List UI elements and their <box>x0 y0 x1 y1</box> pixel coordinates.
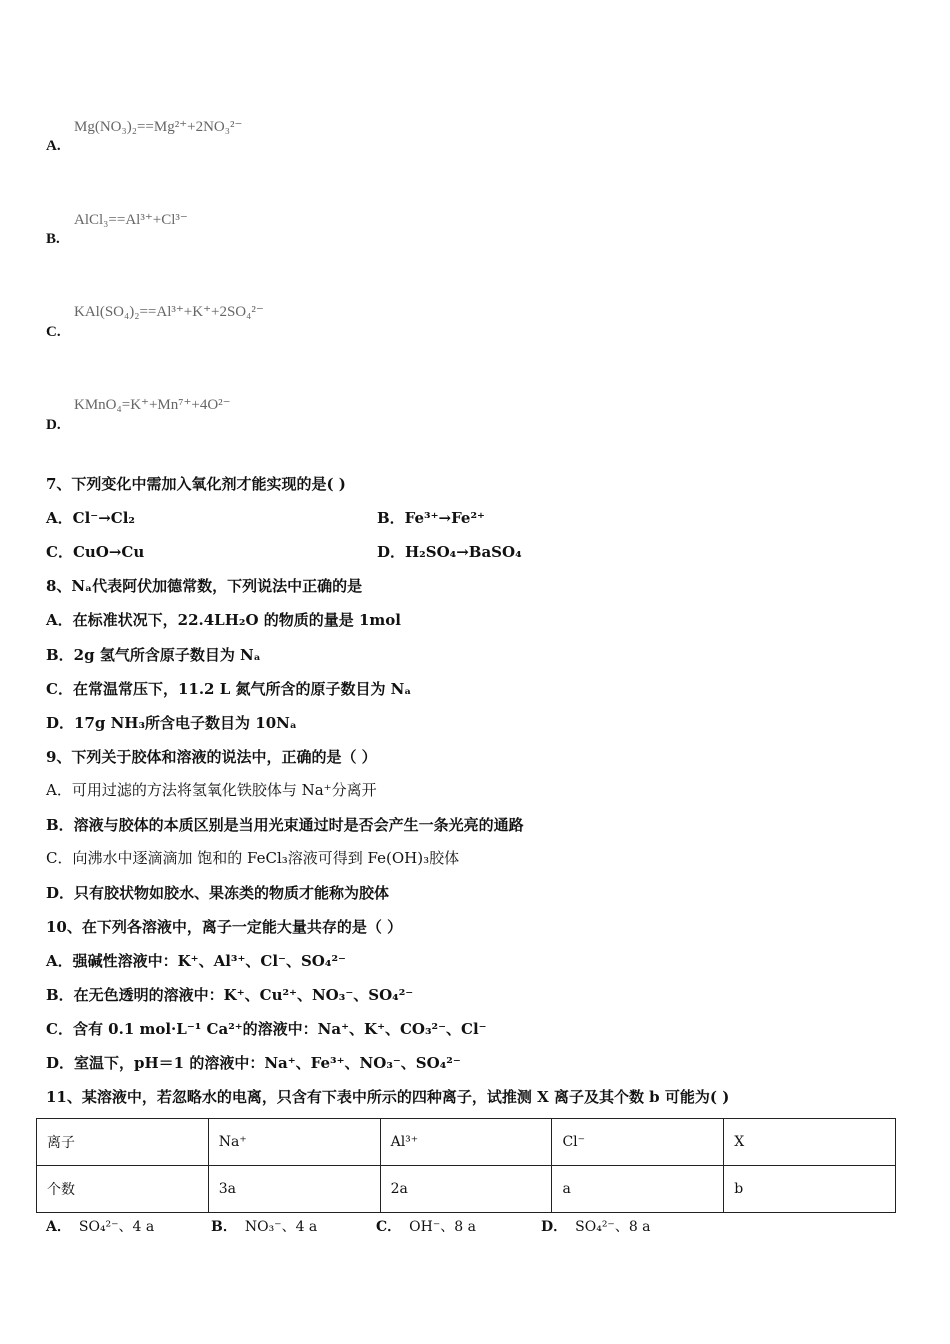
q8-stem: 8、Nₐ代表阿伏加德常数，下列说法中正确的是 <box>46 577 363 595</box>
table-row <box>37 1119 896 1166</box>
q7-option-b: B．Fe³⁺→Fe²⁺ <box>377 509 485 527</box>
q6-option-d-equation: KMnO₄=K⁺+Mn⁷⁺+4O²⁻ <box>74 397 231 413</box>
q11-option-a-label: A． <box>46 1219 71 1235</box>
table-row <box>37 1166 896 1213</box>
ion-table <box>36 1118 896 1213</box>
q10-option-d: D．室温下，pH＝1 的溶液中：Na⁺、Fe³⁺、NO₃⁻、SO₄²⁻ <box>46 1054 461 1072</box>
q11-option-b <box>211 1217 317 1237</box>
table-cell: 2a <box>380 1166 552 1213</box>
q11-option-c <box>376 1217 476 1237</box>
table-cell: 3a <box>208 1166 380 1213</box>
table-cell: 个数 <box>37 1166 209 1213</box>
q11-option-a-text: SO₄²⁻、4 a <box>78 1219 155 1235</box>
table-cell: X <box>724 1119 896 1166</box>
q6-option-c-equation: KAl(SO₄)₂==Al³⁺+K⁺+2SO₄²⁻ <box>74 304 264 320</box>
q9-option-b: B．溶液与胶体的本质区别是当用光束通过时是否会产生一条光亮的通路 <box>46 816 524 834</box>
q10-option-c: C．含有 0.1 mol·L⁻¹ Ca²⁺的溶液中：Na⁺、K⁺、CO₃²⁻、Cl⁻ <box>46 1020 487 1038</box>
q7-option-a: A．Cl⁻→Cl₂ <box>46 509 135 527</box>
q7-option-d: D．H₂SO₄→BaSO₄ <box>377 543 522 561</box>
q6-option-d-label: D. <box>46 417 61 433</box>
q8-option-c: C．在常温常压下，11.2 L 氮气所含的原子数目为 Nₐ <box>46 680 412 698</box>
table-cell: Al³⁺ <box>380 1119 552 1166</box>
q11-option-a <box>46 1217 154 1237</box>
q11-option-d <box>541 1217 651 1237</box>
q11-option-c-text: OH⁻、8 a <box>409 1219 476 1235</box>
table-cell: b <box>724 1166 896 1213</box>
q9-option-a: A．可用过滤的方法将氢氧化铁胶体与 Na⁺分离开 <box>46 781 377 799</box>
table-cell: a <box>552 1166 724 1213</box>
q8-option-a: A．在标准状况下，22.4LH₂O 的物质的量是 1mol <box>46 611 401 629</box>
q7-stem: 7、下列变化中需加入氧化剂才能实现的是( ) <box>46 475 346 493</box>
q11-option-d-text: SO₄²⁻、8 a <box>575 1219 651 1235</box>
q11-stem: 11、某溶液中，若忽略水的电离，只含有下表中所示的四种离子，试推测 X 离子及其个数 b 可能为( ) <box>46 1088 730 1106</box>
q7-option-c: C．CuO→Cu <box>46 543 145 561</box>
q8-option-d: D．17g NH₃所含电子数目为 10Nₐ <box>46 714 297 732</box>
q6-option-a-equation: Mg(NO₃)₂==Mg²⁺+2NO₃²⁻ <box>74 119 243 135</box>
q9-option-d: D．只有胶状物如胶水、果冻类的物质才能称为胶体 <box>46 884 390 902</box>
q11-option-b-label: B． <box>211 1219 237 1235</box>
q6-option-a-label: A. <box>46 138 61 154</box>
q8-option-b: B．2g 氢气所含原子数目为 Nₐ <box>46 646 261 664</box>
q10-option-b: B．在无色透明的溶液中：K⁺、Cu²⁺、NO₃⁻、SO₄²⁻ <box>46 986 414 1004</box>
q11-option-c-label: C． <box>376 1219 402 1235</box>
q10-stem: 10、在下列各溶液中，离子一定能大量共存的是（ ） <box>46 918 403 936</box>
q9-option-c: C．向沸水中逐滴滴加 饱和的 FeCl₃溶液可得到 Fe(OH)₃胶体 <box>46 849 460 867</box>
q11-option-b-text: NO₃⁻、4 a <box>244 1219 318 1235</box>
table-cell: 离子 <box>37 1119 209 1166</box>
q10-option-a: A．强碱性溶液中：K⁺、Al³⁺、Cl⁻、SO₄²⁻ <box>46 952 346 970</box>
q6-option-b-label: B. <box>46 231 60 247</box>
q9-stem: 9、下列关于胶体和溶液的说法中，正确的是（ ） <box>46 748 377 766</box>
table-cell: Na⁺ <box>208 1119 380 1166</box>
q6-option-c-label: C. <box>46 324 61 340</box>
table-cell: Cl⁻ <box>552 1119 724 1166</box>
q11-option-d-label: D． <box>541 1219 568 1235</box>
q6-option-b-equation: AlCl₃==Al³⁺+Cl³⁻ <box>74 212 188 228</box>
